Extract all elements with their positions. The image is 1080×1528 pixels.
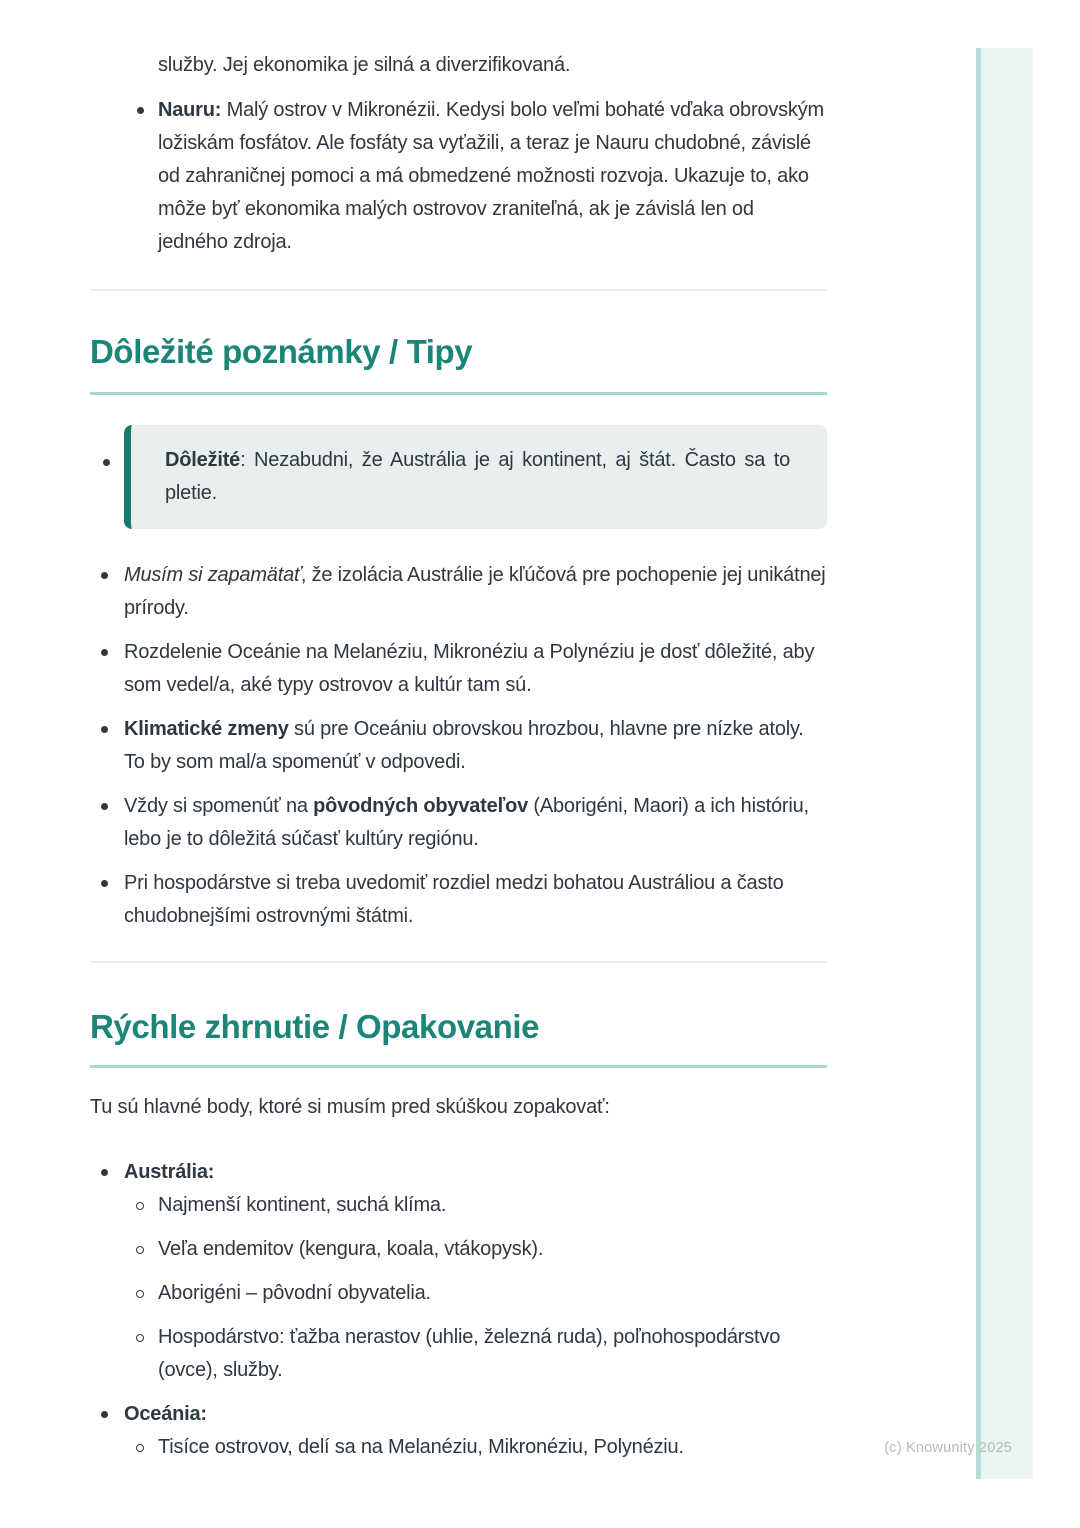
section-divider	[90, 961, 827, 963]
summary-group-title: Oceánia:	[90, 1398, 827, 1431]
list-item-tip: Vždy si spomenúť na pôvodných obyvateľov (Aborigéni, Maori) a ich históriu, lebo je to dôležitá súčasť kultúry regiónu.	[90, 790, 827, 856]
bullet-marker	[103, 459, 110, 466]
summary-point: Veľa endemitov (kengura, koala, vtákopysk).	[90, 1233, 827, 1266]
summary-group-title: Austrália:	[90, 1156, 827, 1189]
list-item-tip: Rozdelenie Oceánie na Melanéziu, Mikronéziu a Polynéziu je dosť dôležité, aby som vedel/a, aké typy ostrovov a kultúr tam sú.	[90, 636, 827, 702]
heading-underline	[90, 1065, 827, 1068]
section-heading-summary: Rýchle zhrnutie / Opakovanie	[90, 1008, 540, 1045]
section-divider	[90, 289, 827, 291]
tips-list	[90, 559, 827, 944]
list-item-tip: Musím si zapamätať, že izolácia Austrálie je kľúčová pre pochopenie jej unikátnej prírody.	[90, 559, 827, 625]
summary-point: Najmenší kontinent, suchá klíma.	[90, 1189, 827, 1222]
summary-point: Hospodárstvo: ťažba nerastov (uhlie, železná ruda), poľnohospodárstvo (ovce), služby.	[90, 1321, 827, 1387]
summary-group-australia	[90, 1156, 827, 1387]
summary-intro: Tu sú hlavné body, ktoré si musím pred skúškou zopakovať:	[90, 1096, 610, 1118]
heading-underline	[90, 392, 827, 395]
important-callout	[124, 425, 827, 529]
summary-sublist	[90, 1189, 827, 1387]
paragraph-continuation: služby. Jej ekonomika je silná a diverzifikovaná.	[158, 54, 571, 76]
summary-point: Aborigéni – pôvodní obyvatelia.	[90, 1277, 827, 1310]
section-heading-notes: Dôležité poznámky / Tipy	[90, 333, 473, 370]
summary-group-oceania	[90, 1398, 827, 1464]
page-edge-decoration-bar	[976, 48, 1033, 1479]
list-item-tip: Klimatické zmeny sú pre Oceániu obrovskou hrozbou, hlavne pre nízke atoly. To by som mal/a spomenúť v odpovedi.	[90, 713, 827, 779]
list-item-nauru: Nauru: Malý ostrov v Mikronézii. Kedysi bolo veľmi bohaté vďaka obrovským ložiskám fosfátov. Ale fosfáty sa vyťažili, a teraz je Nauru chudobné, závislé od zahraničnej pomoci a má obmedzené možnosti rozvoja. Ukazuje to, ako môže byť ekonomika malých ostrovov zraniteľná, ak je závislá len od jedného zdroja.	[137, 94, 828, 259]
summary-point: Tisíce ostrovov, delí sa na Melanéziu, Mikronéziu, Polynéziu.	[90, 1431, 827, 1464]
callout-text: Dôležité: Nezabudni, že Austrália je aj kontinent, aj štát. Často sa to pletie.	[165, 449, 790, 504]
summary-sublist	[90, 1431, 827, 1464]
list-item-tip: Pri hospodárstve si treba uvedomiť rozdiel medzi bohatou Austráliou a často chudobnejšími ostrovnými štátmi.	[90, 867, 827, 933]
summary-list	[90, 1156, 827, 1475]
copyright-footer: (c) Knowunity 2025	[884, 1440, 1012, 1456]
